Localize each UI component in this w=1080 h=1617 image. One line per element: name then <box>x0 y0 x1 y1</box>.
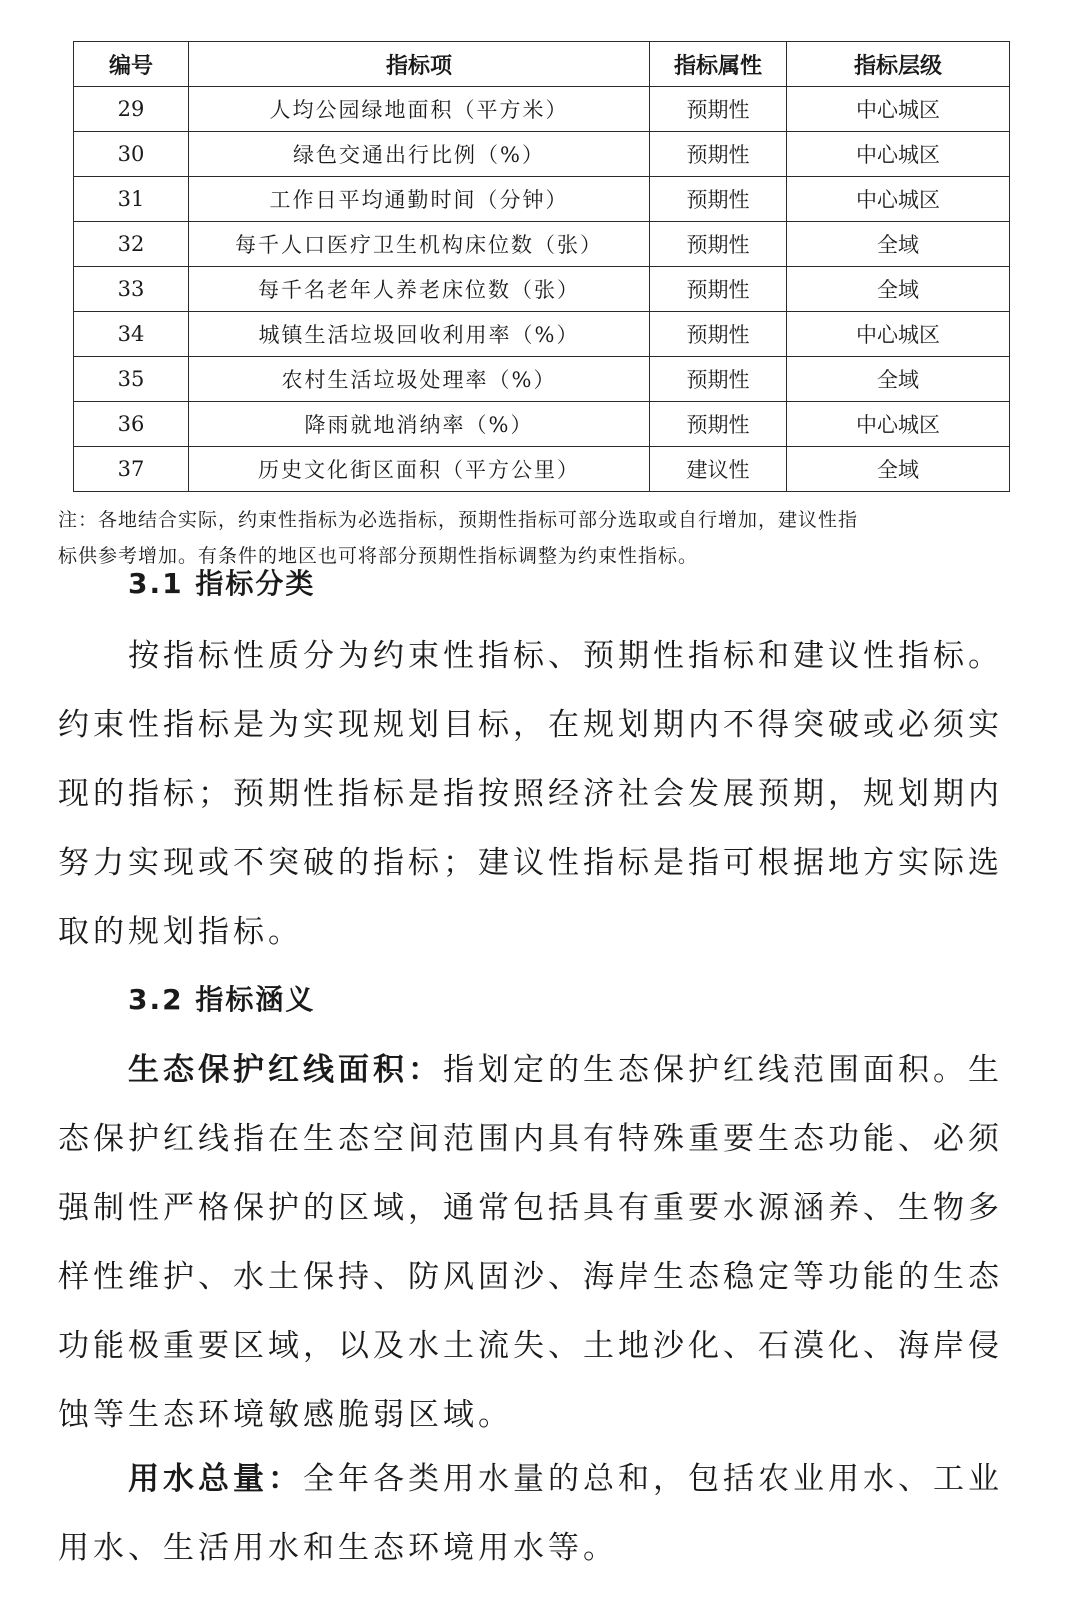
cell-name: 人均公园绿地面积（平方米） <box>189 87 650 132</box>
paragraph-line: 蚀等生态环境敏感脆弱区域。 <box>58 1397 513 1433</box>
cell-id: 29 <box>74 87 189 132</box>
indicator-table <box>73 41 1010 492</box>
paragraph-index-classification <box>58 622 1003 967</box>
cell-level: 全域 <box>787 267 1010 312</box>
table-row <box>74 177 1010 222</box>
cell-name: 每千名老年人养老床位数（张） <box>189 267 650 312</box>
cell-id: 31 <box>74 177 189 222</box>
paragraph-line: 态保护红线指在生态空间范围内具有特殊重要生态功能、必须 <box>58 1121 1003 1157</box>
cell-attribute: 建议性 <box>650 447 787 492</box>
cell-attribute: 预期性 <box>650 357 787 402</box>
cell-attribute: 预期性 <box>650 312 787 357</box>
section-heading-3-2: 3.2 指标涵义 <box>128 983 316 1016</box>
cell-id: 33 <box>74 267 189 312</box>
cell-name: 历史文化街区面积（平方公里） <box>189 447 650 492</box>
table-row <box>74 87 1010 132</box>
cell-name: 城镇生活垃圾回收利用率（%） <box>189 312 650 357</box>
paragraph-line: 用水、生活用水和生态环境用水等。 <box>58 1530 618 1566</box>
note-line: 标供参考增加。有条件的地区也可将部分预期性指标调整为约束性指标。 <box>58 545 699 567</box>
paragraph-first-line <box>58 1036 1003 1105</box>
cell-name: 每千人口医疗卫生机构床位数（张） <box>189 222 650 267</box>
cell-attribute: 预期性 <box>650 222 787 267</box>
cell-id: 34 <box>74 312 189 357</box>
table-row <box>74 312 1010 357</box>
cell-name: 工作日平均通勤时间（分钟） <box>189 177 650 222</box>
header-name: 指标项 <box>189 42 650 87</box>
table-header-row <box>74 42 1010 87</box>
cell-level: 中心城区 <box>787 312 1010 357</box>
cell-level: 全域 <box>787 447 1010 492</box>
cell-id: 32 <box>74 222 189 267</box>
cell-attribute: 预期性 <box>650 402 787 447</box>
cell-level: 中心城区 <box>787 402 1010 447</box>
paragraph-line: 现的指标；预期性指标是指按照经济社会发展预期，规划期内 <box>58 776 1003 812</box>
cell-id: 35 <box>74 357 189 402</box>
cell-name: 降雨就地消纳率（%） <box>189 402 650 447</box>
paragraph-line: 强制性严格保护的区域，通常包括具有重要水源涵养、生物多 <box>58 1190 1003 1226</box>
paragraph-total-water-use <box>58 1445 1003 1583</box>
table-row <box>74 357 1010 402</box>
table-row <box>74 447 1010 492</box>
term-label: 用水总量： <box>128 1461 303 1497</box>
paragraph-first-line <box>58 1445 1003 1514</box>
table-row <box>74 132 1010 177</box>
cell-level: 全域 <box>787 357 1010 402</box>
header-level: 指标层级 <box>787 42 1010 87</box>
cell-attribute: 预期性 <box>650 267 787 312</box>
cell-level: 中心城区 <box>787 132 1010 177</box>
cell-name: 农村生活垃圾处理率（%） <box>189 357 650 402</box>
cell-attribute: 预期性 <box>650 132 787 177</box>
cell-level: 中心城区 <box>787 87 1010 132</box>
cell-attribute: 预期性 <box>650 177 787 222</box>
term-label: 生态保护红线面积： <box>128 1052 443 1088</box>
paragraph-line: 约束性指标是为实现规划目标，在规划期内不得突破或必须实 <box>58 707 1003 743</box>
term-definition: 全年各类用水量的总和，包括农业用水、工业 <box>303 1461 1003 1497</box>
paragraph-ecological-redline <box>58 1036 1003 1450</box>
term-definition: 指划定的生态保护红线范围面积。生 <box>443 1052 1003 1088</box>
paragraph-line: 取的规划指标。 <box>58 914 303 950</box>
cell-id: 37 <box>74 447 189 492</box>
paragraph-line: 功能极重要区域，以及水土流失、土地沙化、石漠化、海岸侵 <box>58 1328 1003 1364</box>
paragraph-line: 努力实现或不突破的指标；建议性指标是指可根据地方实际选 <box>58 845 1003 881</box>
cell-level: 全域 <box>787 222 1010 267</box>
paragraph-line: 样性维护、水土保持、防风固沙、海岸生态稳定等功能的生态 <box>58 1259 1003 1295</box>
cell-level: 中心城区 <box>787 177 1010 222</box>
cell-id: 30 <box>74 132 189 177</box>
section-heading-3-1: 3.1 指标分类 <box>128 567 316 600</box>
header-id: 编号 <box>74 42 189 87</box>
table-row <box>74 267 1010 312</box>
cell-attribute: 预期性 <box>650 87 787 132</box>
table-row <box>74 402 1010 447</box>
cell-name: 绿色交通出行比例（%） <box>189 132 650 177</box>
cell-id: 36 <box>74 402 189 447</box>
paragraph-line: 按指标性质分为约束性指标、预期性指标和建议性指标。 <box>58 638 1003 674</box>
note-line: 注：各地结合实际，约束性指标为必选指标，预期性指标可部分选取或自行增加，建议性指 <box>58 509 859 531</box>
table-row <box>74 222 1010 267</box>
header-attribute: 指标属性 <box>650 42 787 87</box>
